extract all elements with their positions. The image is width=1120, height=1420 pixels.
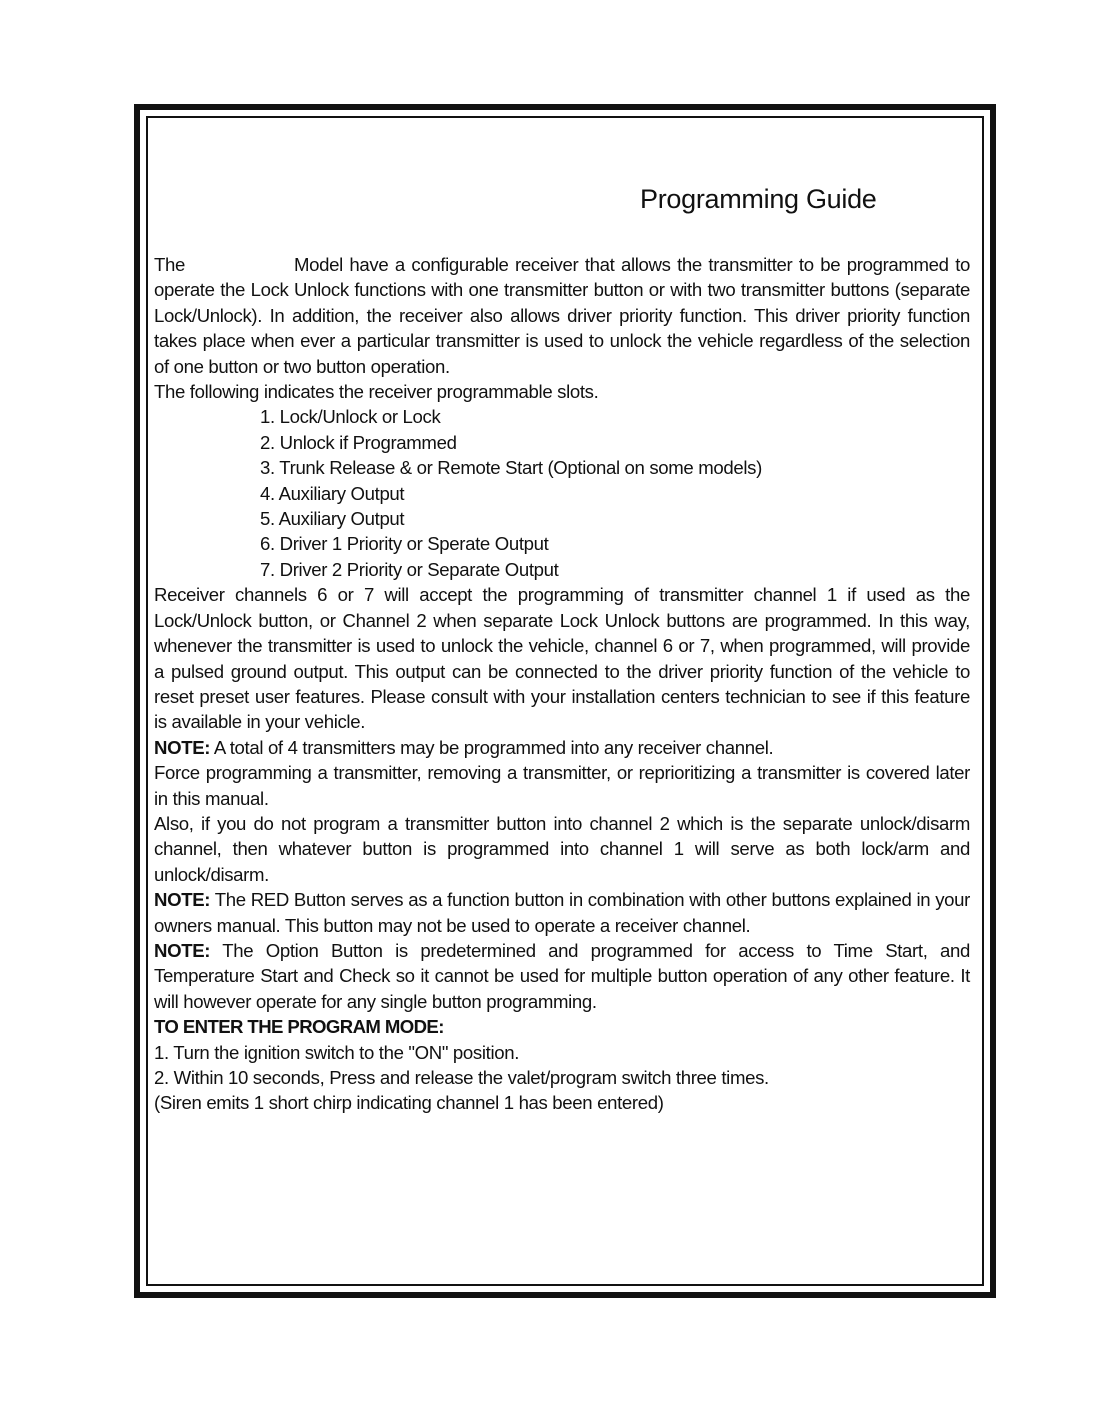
note-transmitter-limit [154,735,970,760]
slot-item: 1. Lock/Unlock or Lock [260,406,441,428]
program-step: 2. Within 10 seconds, Press and release the valet/program switch three times. [154,1067,769,1088]
note-label: NOTE: [154,736,211,758]
slot-item: 2. Unlock if Programmed [260,431,457,453]
slot-item: 5. Auxiliary Output [260,508,405,530]
note-text: The RED Button serves as a function button in combination with other buttons explained in your owners manual. This button may not be used to operate a receiver channel. [154,889,970,936]
slot-item: 3. Trunk Release & or Remote Start (Optional on some models) [260,457,762,479]
slot-list [154,404,970,582]
guide-body [154,252,970,1116]
also-paragraph: Also, if you do not program a transmitter button into channel 2 which is the separate unlock/disarm channel, then whatever button is programmed into channel 1 will serve as both lock/arm and unlock/disarm. [154,812,970,885]
guide-content [152,122,974,1282]
page-title: Programming Guide [640,184,877,214]
intro-paragraph [154,252,970,379]
note-text: A total of 4 transmitters may be programmed into any receiver channel. [213,736,774,758]
slot-item: 4. Auxiliary Output [260,482,405,504]
note-red-button [154,887,970,938]
program-step: 1. Turn the ignition switch to the "ON" position. [154,1041,520,1063]
intro-text: Model have a configurable receiver that allows the transmitter to be programmed to operate the Lock Unlock functions with one transmitter button or with two transmitter buttons (separate Lock/Unlock). In addition, the receiver also allows driver priority function. This driver priority function takes place when ever a particular transmitter is used to unlock the vehicle regardless of the selection of one button or two button operation. [154,254,970,377]
slot-item: 6. Driver 1 Priority or Sperate Output [260,533,549,555]
program-result: (Siren emits 1 short chirp indicating channel 1 has been entered) [154,1092,664,1114]
slots-intro: The following indicates the receiver programmable slots. [154,381,599,403]
note-label: NOTE: [154,939,211,961]
note-text: The Option Button is predetermined and programmed for access to Time Start, and Temperature Start and Check so it cannot be used for multiple button operation of any other feature. It will however operate for any single button programming. [154,939,970,1012]
receiver-channels-paragraph: Receiver channels 6 or 7 will accept the programming of transmitter channel 1 if used as the Lock/Unlock button, or Channel 2 when separate Lock Unlock buttons are programmed. In this way, whenever the transmitter is used to unlock the vehicle, channel 6 or 7, when programmed, will provide a pulsed ground output. This output can be connected to the driver priority function of the vehicle to reset preset user features. Please consult with your installation centers technician to see if this feature is available in your vehicle. [154,584,970,733]
program-mode-heading: TO ENTER THE PROGRAM MODE: [154,1016,444,1038]
force-programming-paragraph: Force programming a transmitter, removing a transmitter, or reprioritizing a transmitter is covered later in this manual. [154,762,970,809]
slot-item: 7. Driver 2 Priority or Separate Output [260,558,559,580]
note-label: NOTE: [154,889,211,911]
intro-lead: The [154,254,185,275]
note-option-button [154,938,970,1014]
